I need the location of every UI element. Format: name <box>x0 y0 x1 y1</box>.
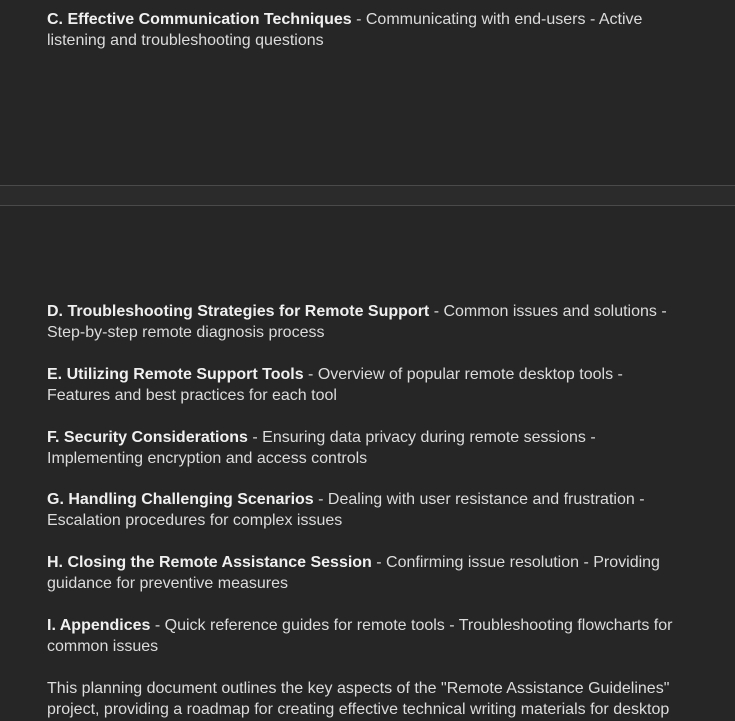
section-text: - Confirming issue resolution - Providing guidance for preventive measures <box>47 554 660 592</box>
section-text: - Overview of popular remote desktop tools - Features and best practices for each tool <box>47 366 623 404</box>
section-heading: H. Closing the Remote Assistance Session <box>47 554 372 571</box>
section-heading: C. Effective Communication Techniques <box>47 11 352 28</box>
section-text: - Quick reference guides for remote tools - Troubleshooting flowcharts for common issues <box>47 617 673 655</box>
section-text: - Communicating with end-users - Active listening and troubleshooting questions <box>47 11 643 49</box>
section-f <box>47 427 677 469</box>
section-c <box>47 9 677 51</box>
section-d <box>47 301 677 343</box>
section-heading: G. Handling Challenging Scenarios <box>47 491 314 508</box>
section-heading: F. Security Considerations <box>47 429 248 446</box>
section-heading: I. Appendices <box>47 617 151 634</box>
panel-gap <box>0 186 735 205</box>
section-h <box>47 552 677 594</box>
section-text: - Ensuring data privacy during remote sessions - Implementing encryption and access controls <box>47 429 596 467</box>
section-text: - Dealing with user resistance and frustration - Escalation procedures for complex issues <box>47 491 645 529</box>
section-e <box>47 364 677 406</box>
section-text: - Common issues and solutions - Step-by-step remote diagnosis process <box>47 303 667 341</box>
section-g <box>47 489 677 531</box>
closing-paragraph: This planning document outlines the key aspects of the "Remote Assistance Guidelines" project, providing a roadmap for creating effective technical writing materials for desktop <box>47 680 670 718</box>
section-heading: E. Utilizing Remote Support Tools <box>47 366 304 383</box>
section-i <box>47 615 677 657</box>
panel-divider-bottom <box>0 205 735 206</box>
section-heading: D. Troubleshooting Strategies for Remote Support <box>47 303 430 320</box>
